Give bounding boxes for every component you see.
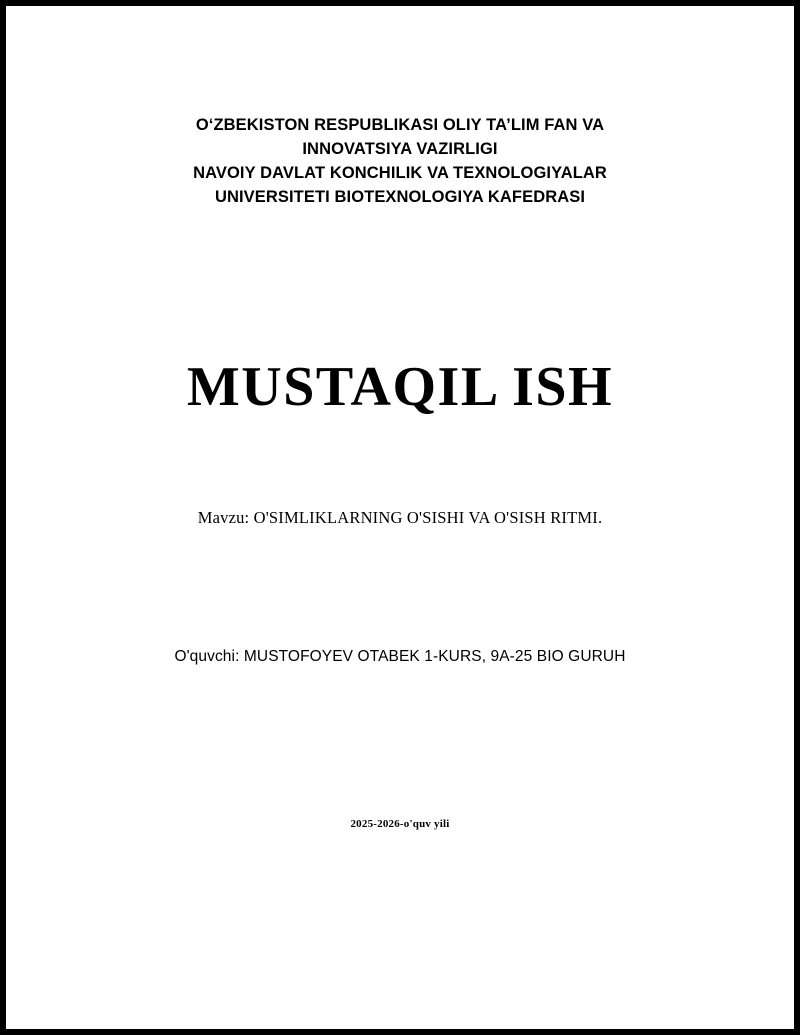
academic-year-block <box>76 818 724 830</box>
page-content <box>6 114 794 1035</box>
subject-line: Mavzu: O'SIMLIKLARNING O'SISHI VA O'SISH RITMI. <box>197 508 603 528</box>
student-block <box>76 648 724 666</box>
institution-header-line-3: NAVOIY DAVLAT KONCHILIK VA TEXNOLOGIYALAR <box>193 163 607 182</box>
academic-year: 2025-2026-o'quv yili <box>350 818 450 831</box>
institution-header <box>76 114 724 210</box>
document-title: MUSTAQIL ISH <box>186 355 614 418</box>
student-line: O'quvchi: MUSTOFOYEV OTABEK 1-KURS, 9A-25 BIO GURUH <box>174 648 626 666</box>
institution-header-line-2: INNOVATSIYA VAZIRLIGI <box>302 139 498 158</box>
subject-block <box>76 508 724 528</box>
institution-header-line-4: UNIVERSITETI BIOTEXNOLOGIYA KAFEDRASI <box>214 187 586 206</box>
institution-header-line-1: O‘ZBEKISTON RESPUBLIKASI OLIY TA’LIM FAN VA <box>195 116 605 134</box>
document-title-block <box>76 355 724 418</box>
